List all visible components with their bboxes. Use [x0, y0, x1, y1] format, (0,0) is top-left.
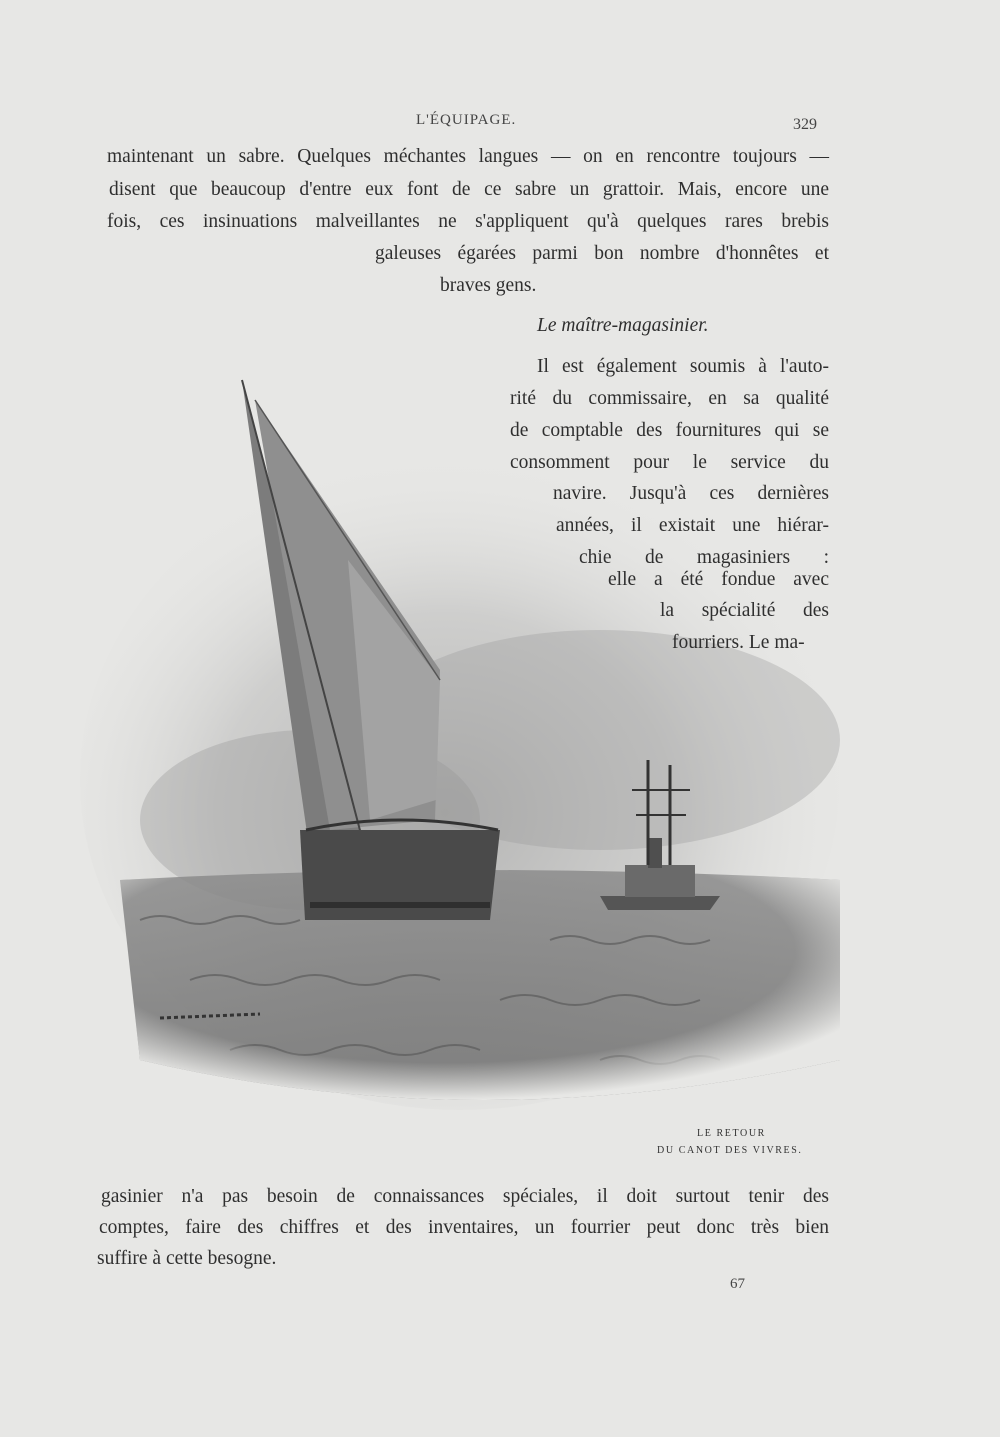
sailboat-illustration — [80, 360, 880, 1160]
text-line: suffire à cette besogne. — [97, 1248, 277, 1269]
text-line: années, il existait une hiérar- — [556, 515, 829, 536]
text-line: consomment pour le service du — [510, 452, 829, 473]
text-line: fourriers. Le ma- — [672, 632, 805, 653]
text-line: Il est également soumis à l'auto- — [537, 356, 829, 377]
section-heading: Le maître-magasinier. — [537, 315, 709, 336]
text-line: disent que beaucoup d'entre eux font de ce sabre un grattoir. Mais, encore une — [109, 179, 829, 200]
text-line: chie de magasiniers : — [579, 547, 829, 568]
page-number: 329 — [793, 116, 817, 133]
text-line: maintenant un sabre. Quelques méchantes langues — on en rencontre toujours — — [107, 146, 829, 167]
text-line: de comptable des fournitures qui se — [510, 420, 829, 441]
signature-mark: 67 — [730, 1276, 745, 1292]
text-line: galeuses égarées parmi bon nombre d'honnêtes et — [375, 243, 829, 264]
text-line: navire. Jusqu'à ces dernières — [553, 483, 829, 504]
text-line: fois, ces insinuations malveillantes ne s'appliquent qu'à quelques rares brebis — [107, 211, 829, 232]
text-line: rité du commissaire, en sa qualité — [510, 388, 829, 409]
text-line: la spécialité des — [660, 600, 829, 621]
text-line: comptes, faire des chiffres et des inventaires, un fourrier peut donc très bien — [99, 1217, 829, 1238]
text-line: braves gens. — [440, 275, 537, 296]
running-title: L'ÉQUIPAGE. — [416, 112, 517, 128]
illustration-caption: DU CANOT DES VIVRES. — [657, 1145, 803, 1156]
illustration-caption: LE RETOUR — [697, 1128, 766, 1139]
text-line: gasinier n'a pas besoin de connaissances spéciales, il doit surtout tenir des — [101, 1186, 829, 1207]
text-line: elle a été fondue avec — [608, 569, 829, 590]
